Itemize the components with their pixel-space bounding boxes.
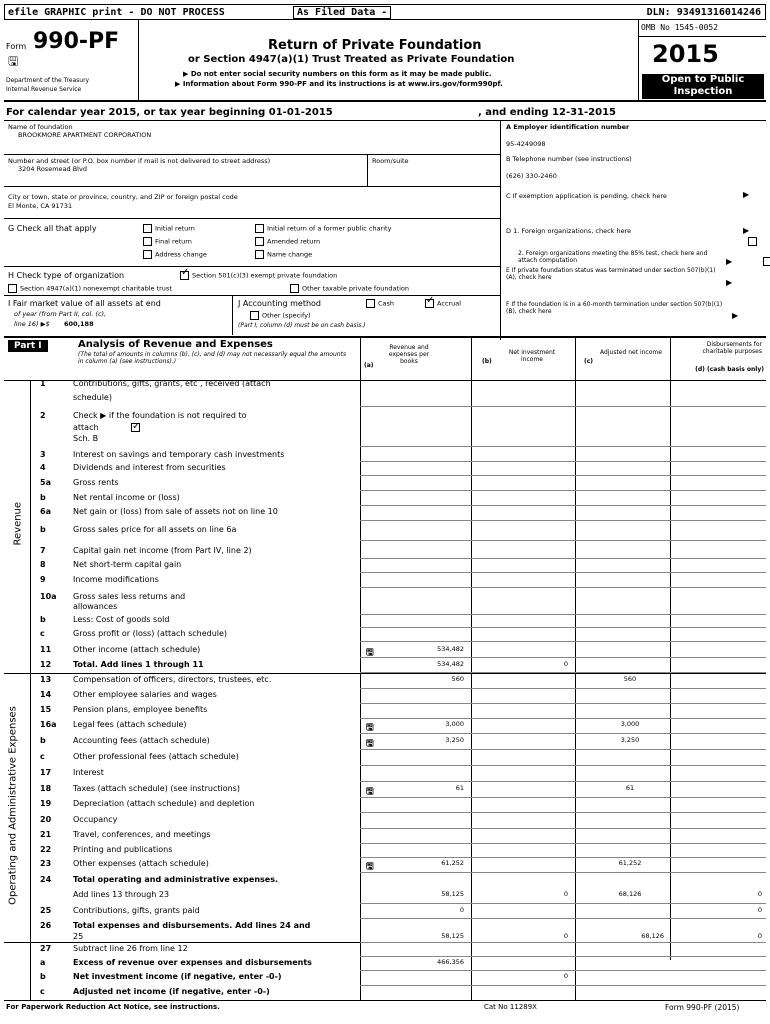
info-note: ▶ Information about Form 990-PF and its instructions is at www.irs.gov/form990pf. — [175, 80, 503, 88]
cell-value-col-b: 0 — [563, 932, 568, 940]
checkbox[interactable] — [143, 237, 152, 246]
efile-label: efile GRAPHIC print - DO NOT PROCESS — [8, 7, 225, 18]
cell-value-col-a: 58,125 — [441, 932, 464, 940]
footer-paperwork: For Paperwork Reduction Act Notice, see instructions. — [6, 1003, 220, 1011]
checkbox[interactable] — [290, 284, 299, 293]
row-divider — [360, 718, 766, 719]
j-label: J Accounting method — [238, 299, 322, 308]
cell-value-col-a: 466,356 — [437, 958, 464, 966]
row-number: c — [40, 629, 45, 638]
row-number: 13 — [40, 675, 52, 684]
cell-value-col-c: 3,000 — [620, 720, 640, 728]
row-label: Taxes (attach schedule) (see instructions) — [73, 784, 240, 793]
row-label: Travel, conferences, and meetings — [73, 830, 211, 839]
cell-value-col-c: 61 — [625, 784, 635, 792]
row-divider — [360, 572, 766, 573]
row-label: Net rental income or (loss) — [73, 493, 180, 502]
ein-label: A Employer identification number — [506, 123, 630, 131]
cell-value-col-c: 68,126 — [618, 890, 642, 898]
checkbox[interactable] — [8, 284, 17, 293]
calendar-end: , and ending 12-31-2015 — [478, 107, 616, 118]
cell-value-col-c: 68,126 — [641, 932, 664, 940]
row-divider — [360, 587, 766, 588]
row-label: Dividends and interest from securities — [73, 463, 226, 472]
row-label: Capital gain net income (from Part IV, line 2) — [73, 546, 252, 555]
row-number: 15 — [40, 705, 52, 714]
cell-value-col-c: 3,250 — [620, 736, 640, 744]
row-label: Gross sales price for all assets on line 6a — [73, 525, 237, 534]
row-number: 14 — [40, 690, 52, 699]
g-opt-address[interactable]: Address change — [143, 250, 207, 259]
cell-value-col-c: 560 — [623, 675, 637, 683]
row-number: 20 — [40, 815, 52, 824]
row-divider — [360, 956, 766, 957]
cell-value-col-a: 534,482 — [437, 645, 464, 653]
g-label: G Check all that apply — [8, 224, 97, 233]
room-label: Room/suite — [372, 157, 409, 165]
checkbox[interactable] — [143, 224, 152, 233]
row-number: 9 — [40, 575, 46, 584]
part1-desc: (The total of amounts in columns (b), (c), and (d) may not necessarily equal the amounts in column (a) (see instructions).) — [78, 351, 347, 365]
h-opt-4947[interactable]: Section 4947(a)(1) nonexempt charitable trust — [8, 284, 172, 293]
f-label: F If the foundation is in a 60-month termination under section 507(b)(1)(B), check here — [506, 301, 723, 315]
cell-value-col-d: 0 — [757, 890, 762, 898]
phone-label: B Telephone number (see instructions) — [506, 155, 632, 163]
row-number: b — [40, 615, 46, 624]
col-d-header: Disbursements for charitable purposes — [702, 341, 762, 355]
col-c-header: Adjusted net income — [600, 349, 662, 356]
col-a-header: Revenue and expenses per books — [388, 344, 430, 365]
row-divider — [360, 627, 766, 628]
schedule-icon[interactable]: 🖫 — [366, 739, 374, 749]
row-label: Excess of revenue over expenses and disbursements — [73, 958, 312, 967]
row-divider — [360, 446, 766, 447]
g-opt-initial[interactable]: Initial return — [143, 224, 195, 233]
row-number: a — [40, 958, 46, 967]
row-label: Check ▶ if the foundation is not required to — [73, 411, 247, 420]
arrow-icon: ▶ — [726, 257, 733, 266]
g-opt-amended[interactable]: Amended return — [255, 237, 320, 246]
row-label: 25 — [73, 932, 84, 941]
row-divider — [360, 970, 766, 971]
row-label: Pension plans, employee benefits — [73, 705, 208, 714]
row-number: 10a — [40, 592, 57, 601]
cell-value-col-d: 0 — [757, 906, 762, 914]
row-label: Subtract line 26 from line 12 — [73, 944, 188, 953]
row-label: Net short-term capital gain — [73, 560, 182, 569]
row-divider — [360, 733, 766, 734]
row-number: 19 — [40, 799, 52, 808]
cell-value-col-a: 61 — [455, 784, 464, 792]
arrow-icon: ▶ — [743, 190, 750, 199]
ssn-note: ▶ Do not enter social security numbers on this form as it may be made public. — [183, 70, 492, 78]
row-divider — [360, 558, 766, 559]
revenue-side-label: Revenue — [12, 501, 24, 546]
footer-cat: Cat No 11289X — [484, 1003, 537, 1011]
row-number: 7 — [40, 546, 46, 555]
city-value: El Monte, CA 91731 — [8, 202, 73, 210]
row-divider — [360, 672, 766, 673]
row-label: Total operating and administrative expenses. — [73, 875, 278, 884]
schedule-icon[interactable]: 🖫 — [366, 862, 374, 872]
row-number: b — [40, 493, 46, 502]
row-number: c — [40, 752, 45, 761]
e-label: E If private foundation status was terminated under section 507(b)(1)(A), check here — [506, 267, 716, 281]
row-label: Other income (attach schedule) — [73, 645, 201, 654]
row-number: 23 — [40, 859, 52, 868]
form-title: Return of Private Foundation — [268, 38, 482, 53]
col-b-tag: (b) — [482, 358, 492, 365]
row-divider — [360, 703, 766, 704]
city-label: City or town, state or province, country, and ZIP or foreign postal code — [8, 193, 238, 201]
checkbox[interactable] — [250, 311, 259, 320]
cell-value-col-a: 3,250 — [445, 736, 464, 744]
row-number: 3 — [40, 450, 46, 459]
cell-value-col-a: 3,000 — [445, 720, 464, 728]
checkbox-checked[interactable] — [180, 271, 189, 280]
cell-value-col-b: 0 — [563, 890, 568, 898]
row-divider — [360, 461, 766, 462]
row-divider — [360, 872, 766, 873]
form-prefix: Form — [6, 42, 27, 51]
as-filed-label: As Filed Data - — [293, 6, 391, 19]
dept-treasury: Department of the Treasury — [6, 77, 90, 84]
dln: DLN: 93491316014246 — [646, 7, 761, 18]
phone-value: (626) 330-2460 — [506, 172, 557, 180]
row-label: Income modifications — [73, 575, 159, 584]
row-number: 25 — [40, 906, 52, 915]
g-opt-initial-former[interactable]: Initial return of a former public charity — [255, 224, 391, 233]
row-number: 18 — [40, 784, 52, 793]
row-label: Legal fees (attach schedule) — [73, 720, 187, 729]
arrow-icon: ▶ — [732, 311, 739, 320]
row-number: c — [40, 987, 45, 996]
j-other[interactable]: Other (specify) — [250, 311, 311, 320]
open-public: Open to Public — [661, 74, 745, 85]
row-number: 22 — [40, 845, 52, 854]
e-checkbox-1[interactable] — [763, 257, 770, 266]
row-divider — [360, 475, 766, 476]
cell-value-col-b: 0 — [563, 972, 568, 980]
cell-value-col-a: 534,482 — [437, 660, 464, 668]
row-divider — [360, 857, 766, 858]
row-number: 1 — [40, 379, 46, 388]
row-label: Gross rents — [73, 478, 119, 487]
omb-number: OMB No 1545-0052 — [641, 23, 719, 32]
foundation-name: BROOKMORE APARTMENT CORPORATION — [18, 131, 152, 139]
cell-value-col-a: 61,252 — [441, 859, 464, 867]
row-label: Compensation of officers, directors, trustees, etc. — [73, 675, 272, 684]
arrow-icon: ▶ — [726, 278, 733, 287]
address-label: Number and street (or P.O. box number if mail is not delivered to street address) — [8, 157, 271, 165]
checkbox[interactable] — [255, 250, 264, 259]
row-label: Sch. B — [73, 434, 99, 443]
g-opt-final[interactable]: Final return — [143, 237, 192, 246]
row-number: b — [40, 736, 46, 745]
arrow-icon: ▶ — [743, 226, 750, 235]
row-label: Other employee salaries and wages — [73, 690, 217, 699]
row-label: Gross profit or (loss) (attach schedule) — [73, 629, 228, 638]
col-d-tag: (d) (cash basis only) — [695, 366, 764, 373]
fmv-value: 600,188 — [64, 320, 94, 328]
ein-value: 95-4249098 — [506, 140, 546, 148]
tax-year: 2015 — [652, 40, 719, 68]
part1-title: Analysis of Revenue and Expenses — [78, 339, 273, 350]
expense-side-label: Operating and Administrative Expenses — [7, 706, 19, 905]
row-divider — [360, 614, 766, 615]
row-number: b — [40, 972, 46, 981]
row-label: Add lines 13 through 23 — [73, 890, 170, 899]
footer-form: Form 990-PF (2015) — [665, 1003, 740, 1012]
irs-label: Internal Revenue Service — [6, 86, 82, 93]
row-label: Occupancy — [73, 815, 118, 824]
row-divider — [360, 540, 766, 541]
row-label: attach — [73, 423, 99, 432]
checkbox[interactable] — [366, 299, 375, 308]
row-divider — [360, 812, 766, 813]
row-label: Other expenses (attach schedule) — [73, 859, 209, 868]
d1-label: D 1. Foreign organizations, check here — [506, 227, 632, 235]
row-label: Net gain or (loss) from sale of assets not on line 10 — [73, 507, 278, 516]
h-label: H Check type of organization — [8, 271, 125, 280]
checkbox[interactable] — [143, 250, 152, 259]
h-opt-501c3[interactable]: ✓ Section 501(c)(3) exempt private foundation — [180, 271, 337, 280]
row-number: 16a — [40, 720, 57, 729]
part1-tag: Part I — [8, 340, 48, 352]
address-value: 3204 Rosemead Blvd — [18, 165, 87, 173]
checkbox[interactable] — [255, 237, 264, 246]
row-number: 4 — [40, 463, 46, 472]
checkbox[interactable] — [255, 224, 264, 233]
row-number: 17 — [40, 768, 52, 777]
j-cash[interactable]: Cash — [366, 299, 394, 308]
row-label: Contributions, gifts, grants paid — [73, 906, 200, 915]
row-number: 8 — [40, 560, 46, 569]
schedule-icon[interactable]: 🖫 — [366, 648, 374, 658]
row-number: 11 — [40, 645, 52, 654]
row-divider — [360, 918, 766, 919]
row-number: 5a — [40, 478, 51, 487]
schedule-icon[interactable]: 🖫 — [366, 723, 374, 733]
d2-checkbox[interactable] — [748, 237, 757, 246]
row-divider — [360, 657, 766, 658]
col-a-tag: (a) — [364, 362, 374, 369]
row-number: b — [40, 525, 46, 534]
schedule-icon[interactable]: 🖫 — [366, 787, 374, 797]
row-divider — [360, 942, 766, 943]
cell-value-col-a: 560 — [451, 675, 464, 683]
cell-value-col-a: 0 — [459, 906, 464, 914]
row-divider — [360, 903, 766, 904]
row-label: Printing and publications — [73, 845, 173, 854]
i-label-1: I Fair market value of all assets at end — [8, 299, 161, 308]
top-bar — [4, 4, 766, 20]
j-accrual[interactable]: ✓ Accrual — [425, 299, 461, 308]
row-divider — [360, 406, 766, 407]
row-number: 21 — [40, 830, 52, 839]
form-number: 990-PF — [33, 29, 120, 54]
row-divider — [360, 781, 766, 782]
j-note: (Part I, column (d) must be on cash basis.) — [238, 322, 366, 329]
form-subtitle: or Section 4947(a)(1) Trust Treated as Private Foundation — [188, 54, 515, 65]
h-opt-other[interactable]: Other taxable private foundation — [290, 284, 409, 293]
row-label: Total. Add lines 1 through 11 — [73, 660, 204, 669]
g-opt-name[interactable]: Name change — [255, 250, 312, 259]
i-label-2: of year (from Part II, col. (c), — [14, 310, 107, 318]
col-b-header: Net investment income — [508, 349, 556, 363]
row-label: Interest on savings and temporary cash investments — [73, 450, 285, 459]
cell-value-col-c: 61,252 — [618, 859, 642, 867]
cell-value-col-a: 58,125 — [441, 890, 464, 898]
col-c-tag: (c) — [584, 358, 594, 365]
open-public-box — [642, 74, 764, 99]
row-label: Gross sales less returns and — [73, 592, 186, 601]
row-label: Contributions, gifts, grants, etc , received (attach — [73, 379, 271, 388]
row-label: schedule) — [73, 393, 112, 402]
exemption-pending: C If exemption application is pending, check here — [506, 192, 667, 200]
row-number: 24 — [40, 875, 52, 884]
row-number: 2 — [40, 411, 46, 420]
row-number: 6a — [40, 507, 51, 516]
row-number: 12 — [40, 660, 52, 669]
row-divider — [360, 520, 766, 521]
row-divider — [360, 843, 766, 844]
row-label: Other professional fees (attach schedule) — [73, 752, 239, 761]
cell-value-col-d: 0 — [757, 932, 762, 940]
row-divider — [360, 641, 766, 642]
inspection: Inspection — [673, 86, 733, 97]
row-divider — [360, 797, 766, 798]
row-divider — [360, 985, 766, 986]
row-label: Interest — [73, 768, 104, 777]
row-divider — [360, 505, 766, 506]
name-label: Name of foundation — [8, 123, 73, 131]
row-label: Total expenses and disbursements. Add lines 24 and — [73, 921, 311, 930]
row-label: Depreciation (attach schedule) and depletion — [73, 799, 255, 808]
checkbox-checked[interactable] — [425, 299, 434, 308]
row-divider — [360, 828, 766, 829]
cell-value-col-b: 0 — [563, 660, 568, 668]
row-label: Net investment income (if negative, enter -0-) — [73, 972, 282, 981]
row-label: Adjusted net income (if negative, enter -0-) — [73, 987, 270, 996]
d2-label: 2. Foreign organizations meeting the 85% test, check here and attach computation — [518, 250, 708, 264]
calendar-begin: For calendar year 2015, or tax year beginning 01-01-2015 — [6, 107, 333, 118]
row-divider — [360, 765, 766, 766]
i-label-3: line 16) ▶$ — [14, 320, 50, 328]
row-label: Accounting fees (attach schedule) — [73, 736, 210, 745]
row-divider — [360, 490, 766, 491]
row-divider — [360, 749, 766, 750]
efile-icon: 🖫 — [8, 54, 19, 68]
row-label: Less: Cost of goods sold — [73, 615, 170, 624]
row-label: allowances — [73, 602, 118, 611]
row-divider — [360, 688, 766, 689]
row-number: 26 — [40, 921, 52, 930]
row-number: 27 — [40, 944, 52, 953]
row2-checkbox[interactable] — [131, 423, 140, 432]
